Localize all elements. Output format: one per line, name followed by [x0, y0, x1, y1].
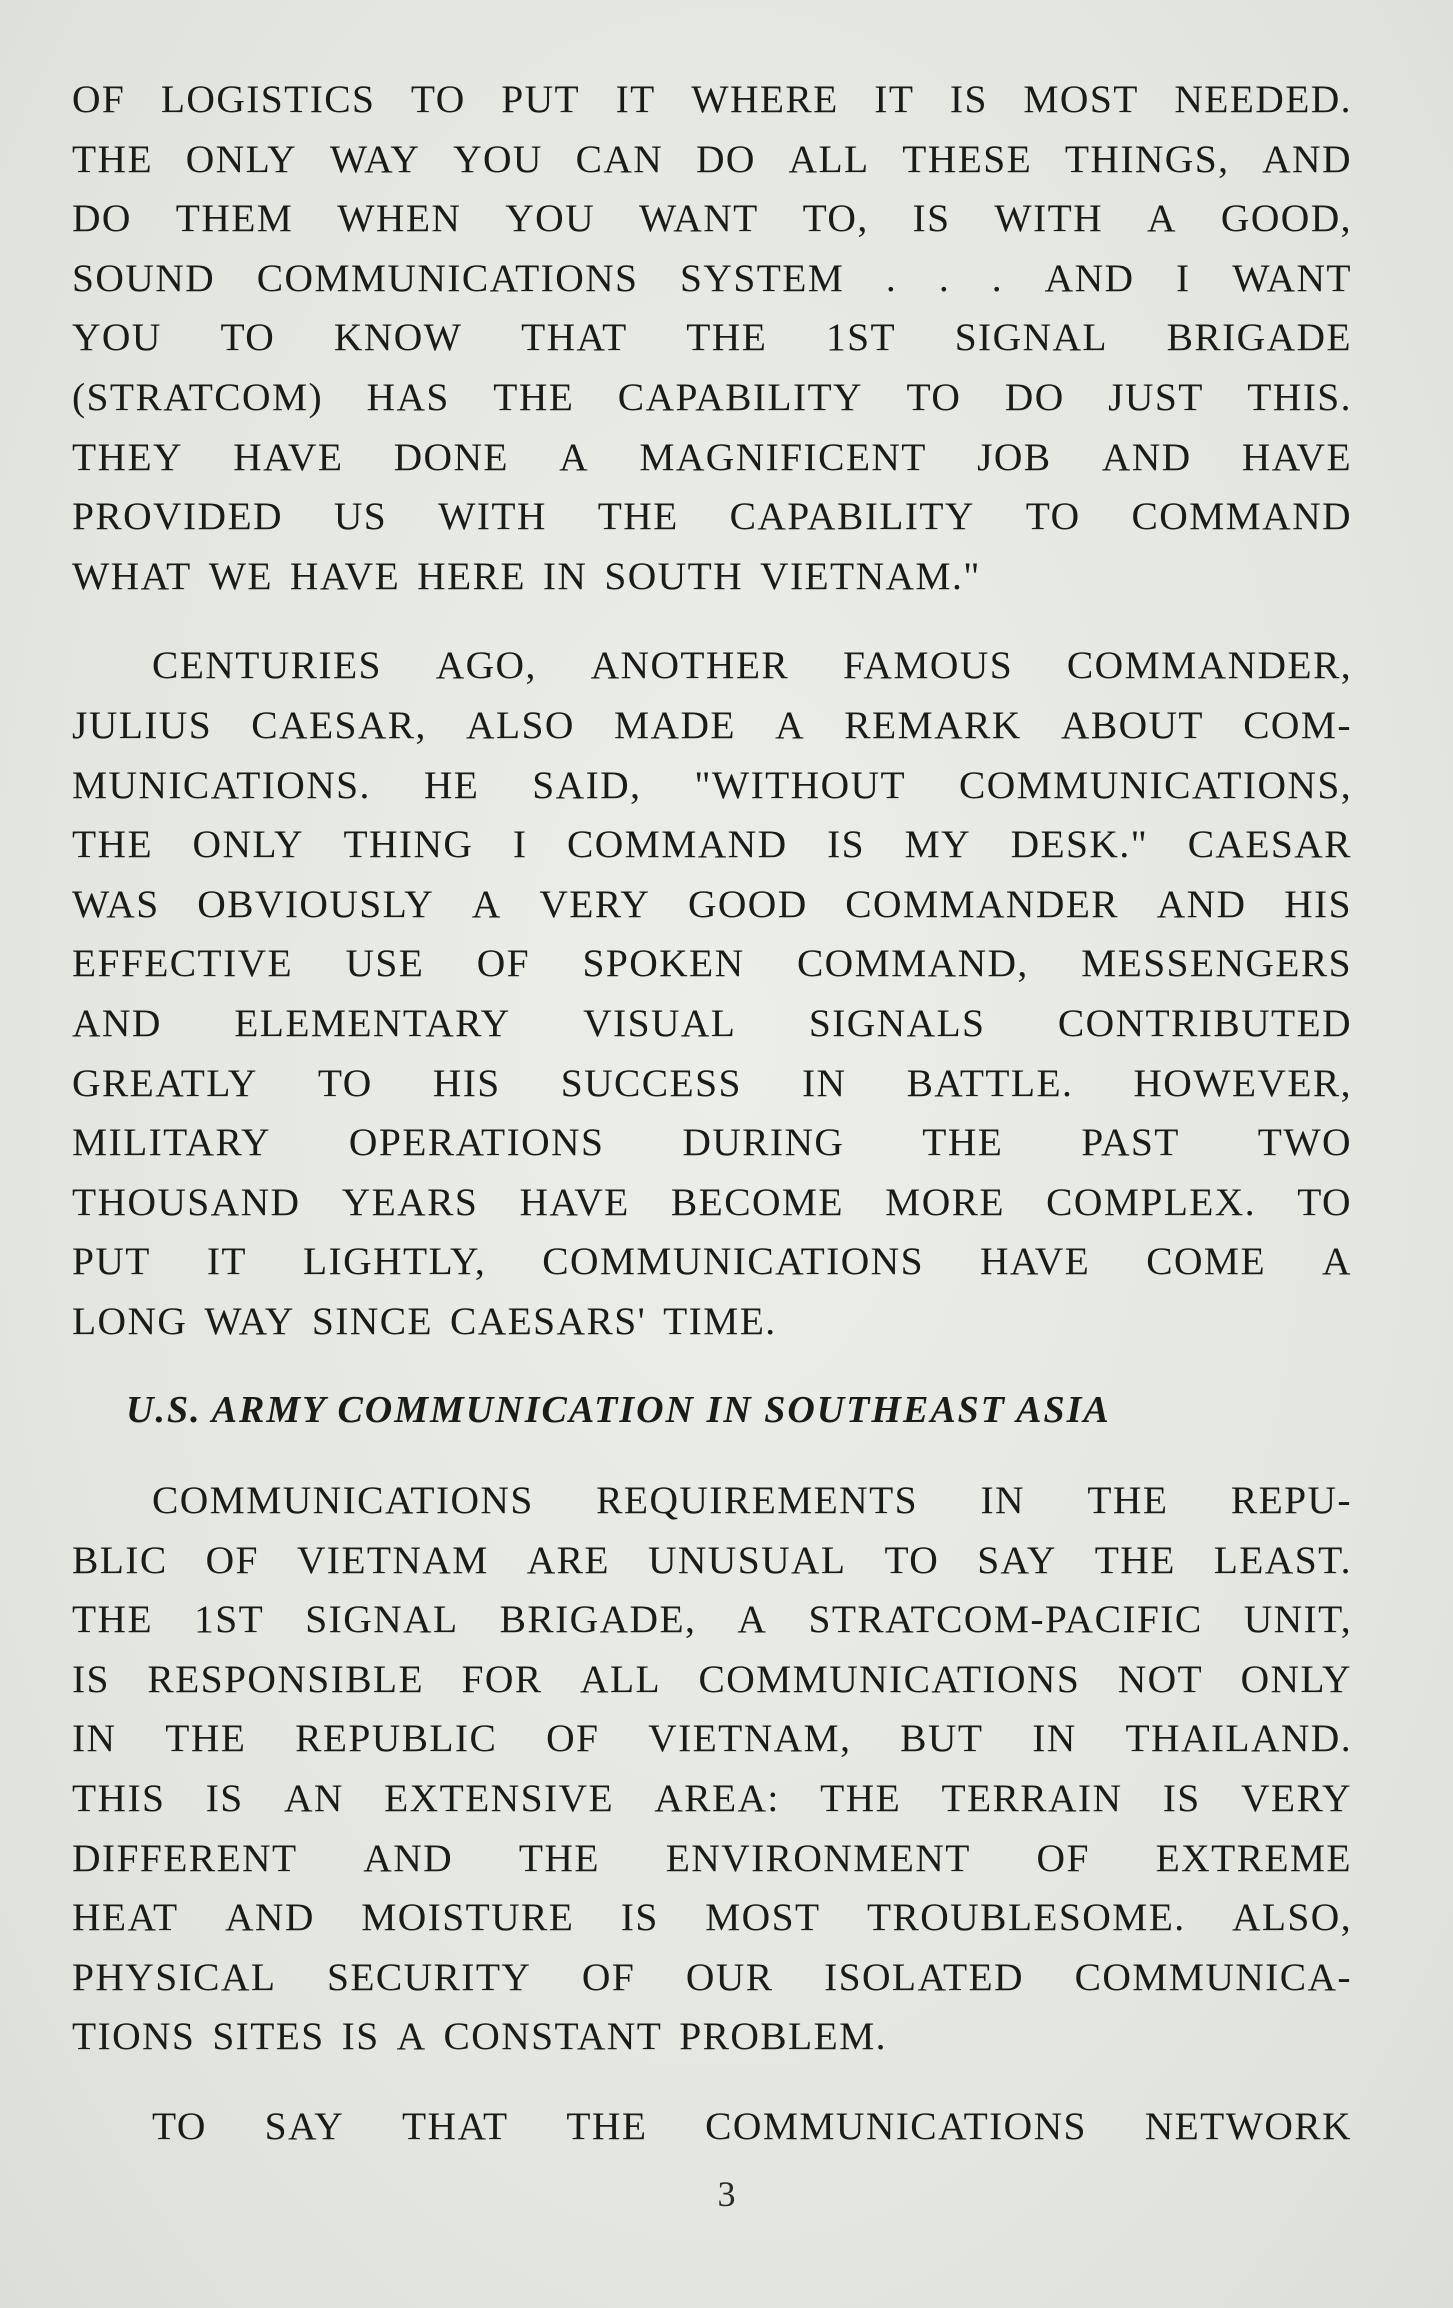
- word: COMMAND: [1131, 494, 1352, 539]
- word: DO: [72, 196, 132, 241]
- text-line: [72, 1113, 1352, 1173]
- word: ELEMENTARY: [234, 1000, 511, 1045]
- word: WITH: [438, 494, 547, 539]
- word: IN: [1032, 1716, 1077, 1761]
- text-line: [72, 308, 1352, 368]
- word: A: [396, 2014, 427, 2059]
- word: AND: [1101, 434, 1192, 479]
- word: SECURITY: [326, 1954, 532, 1999]
- text-line: [72, 994, 1352, 1054]
- text-line: [72, 1769, 1352, 1829]
- word: HERE: [417, 553, 526, 598]
- word: SOUND: [72, 255, 216, 300]
- page-number: 3: [717, 2174, 736, 2214]
- word: I: [512, 822, 528, 867]
- word: MUNICATIONS.: [72, 762, 371, 807]
- word: DURING: [682, 1120, 845, 1165]
- word: BECOME: [670, 1179, 844, 1224]
- word: IS: [912, 196, 951, 241]
- word: THAT: [402, 2104, 509, 2148]
- word: AND: [363, 1835, 454, 1880]
- text-line: [72, 1650, 1352, 1710]
- text-line: [72, 428, 1352, 488]
- word: LIGHTLY,: [303, 1239, 487, 1284]
- word: GOOD: [687, 881, 808, 926]
- word: AN: [283, 1776, 344, 1821]
- word: VERY: [1240, 1776, 1352, 1821]
- word: PUT: [501, 77, 581, 121]
- word: PROVIDED: [72, 494, 283, 539]
- word: THINGS,: [1064, 136, 1230, 181]
- word: PUT: [72, 1239, 151, 1284]
- word: ALSO,: [1231, 1895, 1352, 1940]
- word: THEM: [175, 196, 294, 241]
- word: ARE: [526, 1537, 610, 1582]
- word: WANT: [1232, 255, 1352, 300]
- word: A: [737, 1597, 768, 1642]
- word: COMMUNICATIONS,: [958, 762, 1352, 807]
- word: OF: [72, 77, 126, 121]
- word: TO: [152, 2104, 207, 2148]
- word: GREATLY: [72, 1060, 258, 1105]
- word: .: [885, 255, 898, 300]
- word: DO: [695, 136, 756, 181]
- paragraph: [72, 2097, 1352, 2157]
- text-line: [72, 249, 1352, 309]
- word: CAPABILITY: [729, 494, 975, 539]
- word: CENTURIES: [152, 643, 382, 688]
- word: ISOLATED: [824, 1954, 1024, 1999]
- word: VIETNAM: [296, 1537, 489, 1582]
- word: WANT: [638, 196, 759, 241]
- word: USE: [345, 941, 425, 986]
- word: THIS.: [1247, 374, 1352, 419]
- word: THE: [165, 1716, 247, 1761]
- word: MORE: [885, 1179, 1005, 1224]
- word: IN: [801, 1060, 847, 1105]
- word: TO: [1025, 494, 1081, 539]
- text-line: [72, 1888, 1352, 1948]
- word: WHERE: [691, 77, 839, 121]
- word: .: [991, 255, 1004, 300]
- word: BLIC: [72, 1537, 168, 1582]
- word: SUCCESS: [560, 1060, 742, 1105]
- word: COMMUNICATIONS: [542, 1239, 924, 1284]
- word: REQUIREMENTS: [596, 1478, 918, 1523]
- word: NETWORK: [1144, 2104, 1352, 2148]
- word: TO: [1297, 1179, 1352, 1224]
- word: EXTENSIVE: [384, 1776, 614, 1821]
- word: THE: [922, 1120, 1004, 1165]
- word: PROBLEM.: [679, 2014, 887, 2059]
- word: LONG: [72, 1298, 188, 1343]
- word: COMMUNICA-: [1074, 1954, 1352, 1999]
- word: REPUBLIC: [295, 1716, 498, 1761]
- word: PAST: [1081, 1120, 1180, 1165]
- word: A: [471, 881, 502, 926]
- word: UNIT,: [1243, 1597, 1352, 1642]
- word: A: [775, 702, 806, 747]
- word: SAY: [977, 1537, 1057, 1582]
- word: TO: [410, 77, 466, 121]
- text-line: [72, 368, 1352, 428]
- word: MY: [904, 822, 972, 867]
- paragraph: [72, 70, 1352, 606]
- paragraph-gap: [72, 2067, 1352, 2097]
- word: COMMANDER: [845, 881, 1120, 926]
- word: TIONS: [72, 2014, 196, 2059]
- word: US: [333, 494, 388, 539]
- text-line: [72, 815, 1352, 875]
- word: WE: [208, 553, 273, 598]
- word: TROUBLESOME.: [866, 1895, 1186, 1940]
- word: WITH: [994, 196, 1104, 241]
- word: AND: [224, 1895, 315, 1940]
- word: MADE: [614, 702, 736, 747]
- word: OBVIOUSLY: [197, 881, 435, 926]
- word: YOU: [505, 196, 596, 241]
- word: IS: [949, 77, 988, 121]
- word: HE: [423, 762, 480, 807]
- word: CAESAR,: [251, 702, 427, 747]
- word: 1ST: [194, 1597, 265, 1642]
- word: YOU: [72, 315, 162, 360]
- word: THE: [72, 1597, 153, 1642]
- word: AND: [1156, 881, 1247, 926]
- word: THE: [1087, 1478, 1169, 1523]
- word: THIS: [72, 1776, 166, 1821]
- text-line: [72, 1292, 1352, 1352]
- word: REMARK: [844, 702, 1022, 747]
- word: THESE: [902, 136, 1033, 181]
- word: THE: [493, 374, 575, 419]
- word: .: [938, 255, 951, 300]
- word: ALSO: [466, 702, 575, 747]
- word: HEAT: [72, 1895, 179, 1940]
- word: SAY: [264, 2104, 345, 2148]
- word: SYSTEM: [680, 255, 845, 300]
- word: SIGNAL: [954, 315, 1108, 360]
- word: SIGNALS: [808, 1000, 986, 1045]
- word: SAID,: [532, 762, 642, 807]
- word: SIGNAL: [305, 1597, 459, 1642]
- text-line: [72, 2007, 1352, 2067]
- word: ONLY: [185, 136, 298, 181]
- word: COMMAND,: [796, 941, 1029, 986]
- word: DO: [1004, 374, 1065, 419]
- word: COMMUNICATIONS: [705, 2104, 1087, 2148]
- word: IS: [620, 1895, 659, 1940]
- word: COM-: [1243, 702, 1352, 747]
- word: ONLY: [1240, 1656, 1352, 1701]
- word: LEAST.: [1213, 1537, 1352, 1582]
- text-line: [72, 1948, 1352, 2008]
- word: ALL: [580, 1656, 661, 1701]
- word: PHYSICAL: [72, 1954, 277, 1999]
- word: THE: [1094, 1537, 1176, 1582]
- word: HAVE: [289, 553, 401, 598]
- word: THE: [518, 1835, 600, 1880]
- word: CONTRIBUTED: [1057, 1000, 1352, 1045]
- text-line: [72, 696, 1352, 756]
- word: DIFFERENT: [72, 1835, 298, 1880]
- word: SITES: [212, 2014, 325, 2059]
- text-line: [72, 1232, 1352, 1292]
- word: OF: [546, 1716, 600, 1761]
- word: OF: [476, 941, 531, 986]
- word: EXTREME: [1155, 1835, 1352, 1880]
- word: (STRATCOM): [72, 374, 324, 419]
- document-page: [72, 70, 1352, 2157]
- text-line: [72, 70, 1352, 130]
- word: EFFECTIVE: [72, 941, 294, 986]
- word: MOST: [705, 1895, 821, 1940]
- word: VERY: [539, 881, 651, 926]
- word: WAS: [72, 881, 160, 926]
- word: HAVE: [519, 1179, 630, 1224]
- word: ABOUT: [1060, 702, 1204, 747]
- text-line: [72, 1590, 1352, 1650]
- word: THING: [343, 822, 474, 867]
- word: TO: [317, 1060, 373, 1105]
- word: THEY: [72, 434, 183, 479]
- word: OPERATIONS: [348, 1120, 605, 1165]
- text-line: [72, 1829, 1352, 1889]
- word: IS: [205, 1776, 244, 1821]
- word: GOOD,: [1220, 196, 1352, 241]
- word: STRATCOM-PACIFIC: [808, 1597, 1203, 1642]
- word: COMMANDER,: [1066, 643, 1352, 688]
- word: VIETNAM,: [648, 1716, 852, 1761]
- word: DONE: [393, 434, 509, 479]
- text-line: [72, 1709, 1352, 1769]
- word: AND: [1262, 136, 1352, 181]
- word: A: [559, 434, 590, 479]
- word: "WITHOUT: [694, 762, 906, 807]
- paragraph-gap: [72, 1441, 1352, 1471]
- word: TO: [220, 315, 276, 360]
- word: MOISTURE: [361, 1895, 575, 1940]
- word: IN: [72, 1716, 117, 1761]
- text-line: [72, 934, 1352, 994]
- word: THE: [686, 315, 768, 360]
- word: NEEDED.: [1174, 77, 1352, 121]
- word: BUT: [900, 1716, 984, 1761]
- word: OUR: [685, 1954, 774, 1999]
- text-line: [72, 756, 1352, 816]
- word: FAMOUS: [842, 643, 1014, 688]
- word: THE: [72, 136, 153, 181]
- text-line: [72, 1173, 1352, 1233]
- word: JOB: [977, 434, 1052, 479]
- word: HAVE: [233, 434, 344, 479]
- paragraph: [72, 636, 1352, 1351]
- word: CAPABILITY: [617, 374, 863, 419]
- word: THE: [72, 822, 153, 867]
- word: MESSENGERS: [1081, 941, 1352, 986]
- word: HIS: [432, 1060, 501, 1105]
- word: AND: [1044, 255, 1135, 300]
- word: JULIUS: [72, 702, 213, 747]
- word: BRIGADE: [1166, 315, 1352, 360]
- word: IS: [341, 2014, 380, 2059]
- word: COMMUNICATIONS: [698, 1656, 1081, 1701]
- word: HAS: [366, 374, 450, 419]
- word: THE: [566, 2104, 648, 2148]
- word: KNOW: [333, 315, 463, 360]
- paragraph-gap: [72, 606, 1352, 636]
- word: TWO: [1257, 1120, 1352, 1165]
- text-line: [72, 1531, 1352, 1591]
- word: COMPLEX.: [1046, 1179, 1256, 1224]
- word: IT: [206, 1239, 247, 1284]
- word: WAY: [329, 136, 421, 181]
- word: TIME.: [663, 1298, 777, 1343]
- word: AGO,: [435, 643, 537, 688]
- word: TERRAIN: [941, 1776, 1123, 1821]
- word: VISUAL: [583, 1000, 737, 1045]
- section-heading: U.S. ARMY COMMUNICATION IN SOUTHEAST ASIA: [126, 1389, 1111, 1432]
- text-line: [72, 547, 1352, 607]
- paragraph-gap: [72, 1351, 1352, 1381]
- word: BATTLE.: [906, 1060, 1074, 1105]
- word: AREA:: [654, 1776, 780, 1821]
- word: TO: [906, 374, 962, 419]
- word: CAESARS': [449, 1298, 647, 1343]
- paragraph: [72, 1471, 1352, 2067]
- text-line: [72, 1471, 1352, 1531]
- word: IT: [615, 77, 656, 121]
- word: COMMUNICATIONS: [256, 255, 639, 300]
- word: ALL: [788, 136, 870, 181]
- word: OF: [1036, 1835, 1090, 1880]
- word: ONLY: [192, 822, 304, 867]
- word: IS: [827, 822, 865, 867]
- text-line: [72, 636, 1352, 696]
- text-line: [72, 1054, 1352, 1114]
- word: FOR: [461, 1656, 543, 1701]
- word: OF: [581, 1954, 636, 1999]
- word: SPOKEN: [582, 941, 745, 986]
- word: AND: [72, 1000, 162, 1045]
- word: IT: [874, 77, 915, 121]
- word: ENVIRONMENT: [665, 1835, 971, 1880]
- word: CAN: [575, 136, 664, 181]
- text-line: [72, 189, 1352, 249]
- word: TO,: [802, 196, 869, 241]
- word: WAY: [204, 1298, 295, 1343]
- word: HAVE: [979, 1239, 1091, 1284]
- word: YEARS: [341, 1179, 479, 1224]
- word: HAVE: [1241, 434, 1352, 479]
- word: VIETNAM.": [760, 553, 981, 598]
- word: YOU: [453, 136, 543, 181]
- text-line: [72, 487, 1352, 547]
- word: HOWEVER,: [1133, 1060, 1352, 1105]
- word: RESPONSIBLE: [147, 1656, 424, 1701]
- word: COMMUNICATIONS: [152, 1478, 534, 1523]
- text-line: [72, 875, 1352, 935]
- word: IS: [72, 1656, 110, 1701]
- word: UNUSUAL: [647, 1537, 847, 1582]
- word: REPU-: [1230, 1478, 1352, 1523]
- word: THOUSAND: [72, 1179, 301, 1224]
- word: THAILAND.: [1125, 1716, 1352, 1761]
- word: IN: [542, 553, 588, 598]
- word: DESK.": [1010, 822, 1149, 867]
- word: IN: [980, 1478, 1025, 1523]
- word: MAGNIFICENT: [639, 434, 927, 479]
- word: WHAT: [72, 553, 192, 598]
- word: A: [1322, 1239, 1352, 1284]
- word: CAESAR: [1187, 822, 1352, 867]
- word: COME: [1146, 1239, 1266, 1284]
- word: MOST: [1023, 77, 1139, 121]
- word: COMMAND: [567, 822, 788, 867]
- word: LOGISTICS: [160, 77, 376, 121]
- word: MILITARY: [72, 1120, 271, 1165]
- word: BRIGADE,: [499, 1597, 697, 1642]
- word: ANOTHER: [590, 643, 790, 688]
- word: WHEN: [337, 196, 462, 241]
- word: JUST: [1108, 374, 1204, 419]
- word: CONSTANT: [443, 2014, 663, 2059]
- word: A: [1147, 196, 1177, 241]
- word: IS: [1162, 1776, 1201, 1821]
- word: HIS: [1284, 881, 1352, 926]
- word: THE: [820, 1776, 902, 1821]
- word: 1ST: [825, 315, 896, 360]
- word: THE: [597, 494, 679, 539]
- text-line: [72, 2097, 1352, 2157]
- word: TO: [884, 1537, 940, 1582]
- word: THAT: [521, 315, 628, 360]
- word: NOT: [1117, 1656, 1204, 1701]
- word: SINCE: [311, 1298, 433, 1343]
- text-line: [72, 130, 1352, 190]
- word: OF: [205, 1537, 259, 1582]
- word: I: [1176, 255, 1191, 300]
- word: SOUTH: [604, 553, 744, 598]
